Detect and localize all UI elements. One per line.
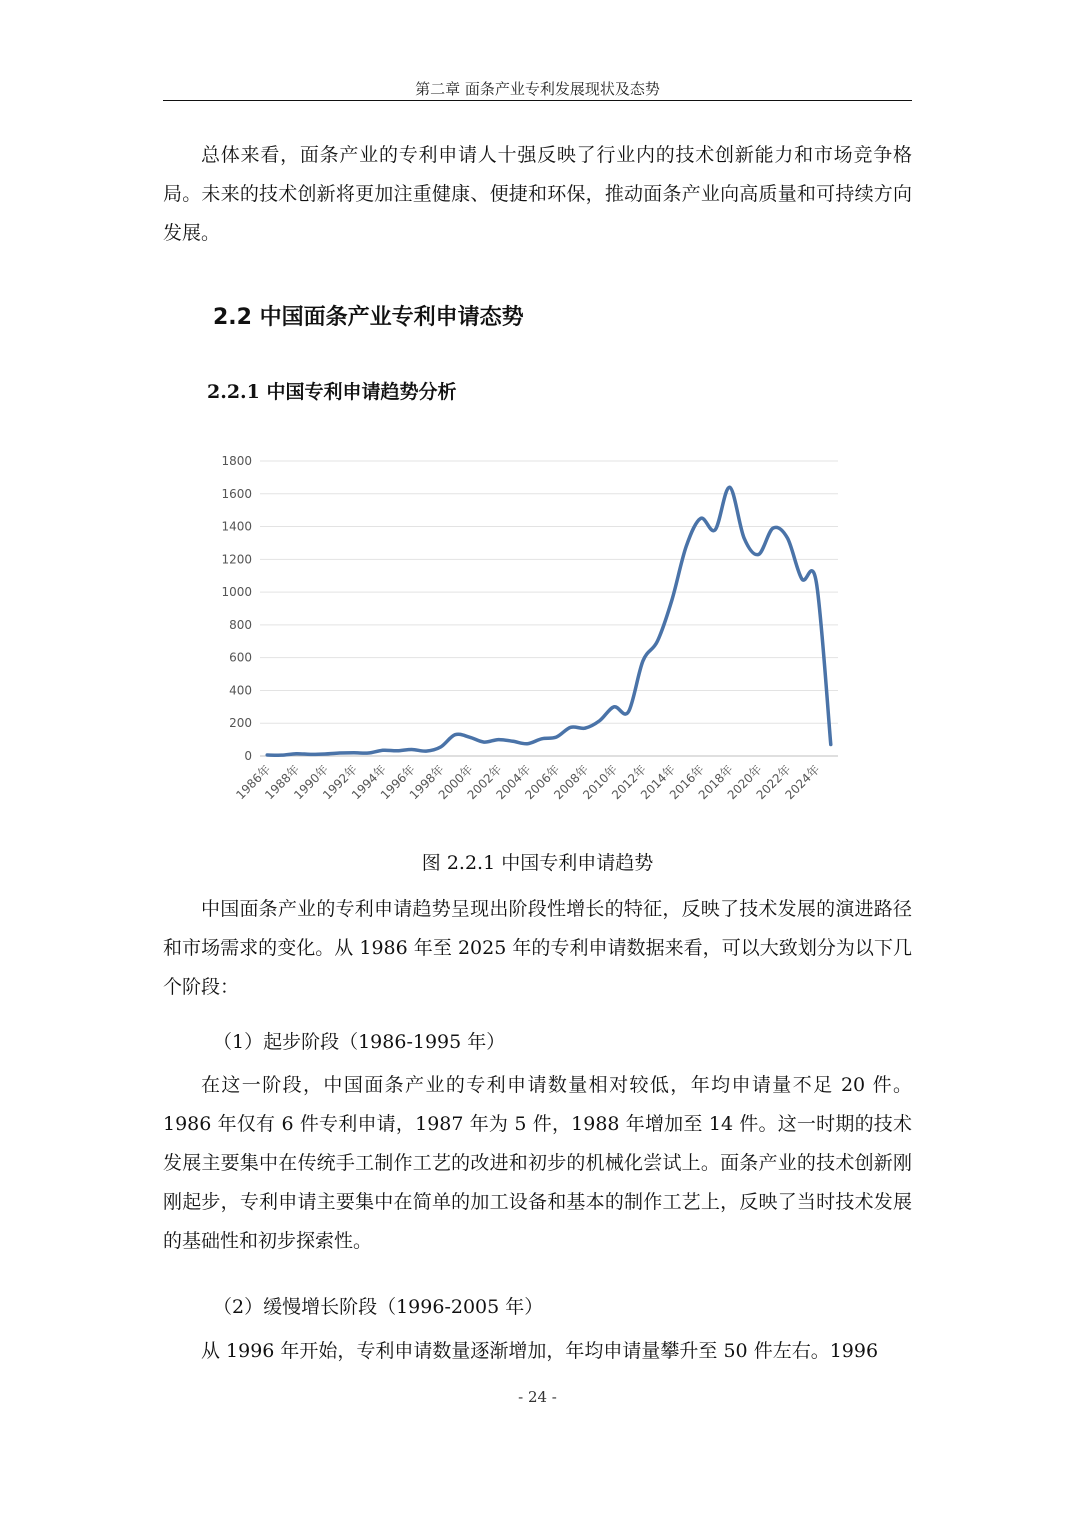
x-tick-label: 2024年: [782, 762, 823, 803]
y-tick-label: 1400: [221, 519, 252, 534]
x-tick-label: 1994年: [348, 762, 389, 803]
y-tick-label: 1600: [221, 486, 252, 501]
y-tick-label: 1800: [221, 454, 252, 468]
x-tick-label: 2012年: [609, 762, 650, 803]
paragraph-intro: 中国面条产业的专利申请趋势呈现出阶段性增长的特征，反映了技术发展的演进路径和市场需求的变化。从 1986 年至 2025 年的专利申请数据来看，可以大致划分为以下几个阶段：: [163, 898, 912, 998]
x-tick-label: 1992年: [320, 762, 361, 803]
x-tick-label: 1990年: [291, 762, 332, 803]
x-tick-label: 2004年: [493, 762, 534, 803]
x-tick-label: 2018年: [695, 762, 736, 803]
x-tick-label: 2002年: [464, 762, 505, 803]
x-tick-label: 2000年: [435, 762, 476, 803]
chart-gridlines: [260, 461, 838, 756]
x-tick-label: 2020年: [724, 762, 765, 803]
y-tick-label: 1000: [221, 585, 252, 600]
paragraph-stage-1: 在这一阶段，中国面条产业的专利申请数量相对较低，年均申请量不足 20 件。1986 年仅有 6 件专利申请，1987 年为 5 件，1988 年增加至 14 件。这一时期的技术发展主要集中在传统手工制作工艺的改进和初步的机械化尝试上。面条产业的技术创新刚刚起步，专利申请主要集中在简单的加工设备和基本的制作工艺上，反映了当时技术发展的基础性和初步探索性。: [163, 1074, 912, 1252]
x-tick-label: 2022年: [753, 762, 794, 803]
figure-caption: 图 2.2.1 中国专利申请趋势: [421, 852, 654, 874]
x-tick-label: 1988年: [262, 762, 303, 803]
chart-y-axis: [221, 454, 252, 763]
x-tick-label: 1986年: [233, 762, 274, 803]
x-tick-label: 2014年: [637, 762, 678, 803]
header-rule: [163, 100, 912, 101]
subsection-heading: 2.2.1 中国专利申请趋势分析: [207, 381, 457, 403]
y-tick-label: 800: [229, 617, 252, 632]
page-number: - 24 -: [518, 1388, 557, 1406]
x-tick-label: 2006年: [522, 762, 563, 803]
x-tick-label: 2008年: [551, 762, 592, 803]
section-heading: 2.2 中国面条产业专利申请态势: [213, 305, 524, 330]
stage-2-heading: （2）缓慢增长阶段（1996-2005 年）: [213, 1296, 544, 1318]
x-tick-label: 2016年: [666, 762, 707, 803]
y-tick-label: 600: [229, 650, 252, 665]
y-tick-label: 1200: [221, 552, 252, 567]
paragraph-summary: 总体来看，面条产业的专利申请人十强反映了行业内的技术创新能力和市场竞争格局。未来的技术创新将更加注重健康、便捷和环保，推动面条产业向高质量和可持续方向发展。: [163, 144, 912, 244]
y-tick-label: 200: [229, 716, 252, 731]
y-tick-label: 400: [229, 683, 252, 698]
x-tick-label: 1996年: [377, 762, 418, 803]
running-header: 第二章 面条产业专利发展现状及态势: [415, 80, 660, 98]
x-tick-label: 1998年: [406, 762, 447, 803]
series-line: [267, 487, 831, 755]
stage-1-heading: （1）起步阶段（1986-1995 年）: [213, 1031, 506, 1053]
patent-trend-line-chart: [208, 445, 848, 830]
chart-x-axis: [233, 762, 823, 803]
x-tick-label: 2010年: [580, 762, 621, 803]
paragraph-stage-2: 从 1996 年开始，专利申请数量逐渐增加，年均申请量攀升至 50 件左右。1996: [201, 1340, 879, 1362]
y-tick-label: 0: [244, 749, 252, 763]
